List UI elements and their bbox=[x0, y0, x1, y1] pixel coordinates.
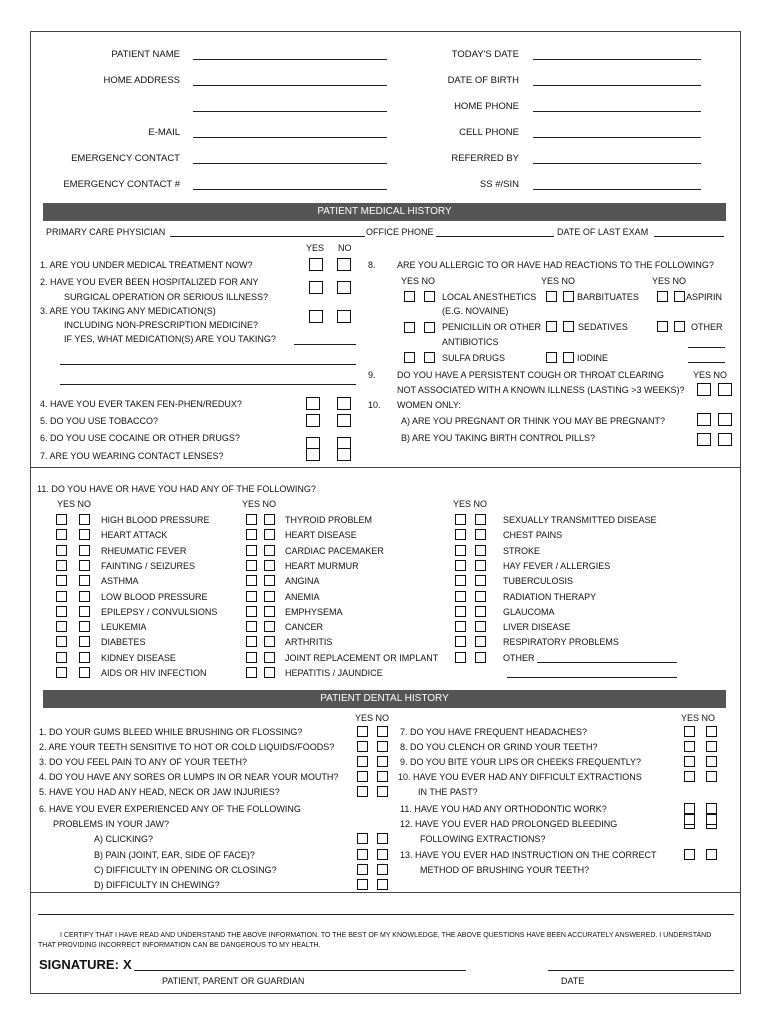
date-caption: DATE bbox=[561, 976, 585, 986]
condition-2-3-no-checkbox[interactable] bbox=[264, 560, 275, 571]
question-9-cont: NOT ASSOCIATED WITH A KNOWN ILLNESS (LASTING >3 WEEKS)? bbox=[397, 385, 685, 395]
info-label-left-5: EMERGENCY CONTACT # bbox=[63, 179, 180, 190]
dental-question-right-9: METHOD OF BRUSHING YOUR TEETH? bbox=[420, 865, 590, 875]
condition-1-3-no-checkbox[interactable] bbox=[79, 560, 90, 571]
condition-2-6-no-checkbox[interactable] bbox=[264, 606, 275, 617]
dental-left-9-yes-checkbox[interactable] bbox=[357, 864, 368, 875]
question-10-number: 10. bbox=[368, 400, 381, 410]
question-10b: B) ARE YOU TAKING BIRTH CONTROL PILLS? bbox=[401, 433, 596, 443]
info-label-right-0: TODAY'S DATE bbox=[451, 49, 519, 60]
question-11: 11. DO YOU HAVE OR HAVE YOU HAD ANY OF THE FOLLOWING? bbox=[37, 484, 316, 494]
last-exam-field[interactable] bbox=[654, 236, 724, 237]
condition-1-1-yes-checkbox[interactable] bbox=[56, 529, 67, 540]
dental-left-4-no-checkbox[interactable] bbox=[377, 786, 388, 797]
dental-question-left-0: 1. DO YOUR GUMS BLEED WHILE BRUSHING OR FLOSSING? bbox=[39, 727, 303, 737]
dental-left-3-yes-checkbox[interactable] bbox=[357, 771, 368, 782]
dental-question-left-2: 3. DO YOU FEEL PAIN TO ANY OF YOUR TEETH? bbox=[39, 757, 248, 767]
condition-1-8-no-checkbox[interactable] bbox=[79, 636, 90, 647]
condition-2-2: CARDIAC PACEMAKER bbox=[285, 545, 384, 556]
conditions-yes-no-1: YES NO bbox=[57, 499, 92, 509]
dental-left-8-no-checkbox[interactable] bbox=[377, 849, 388, 860]
condition-3-4-no-checkbox[interactable] bbox=[475, 575, 486, 586]
dental-right-2-no-checkbox[interactable] bbox=[706, 756, 717, 767]
condition-2-8: ARTHRITIS bbox=[285, 637, 333, 648]
q10a-yes-checkbox[interactable] bbox=[697, 413, 711, 426]
q7-no-checkbox[interactable] bbox=[337, 448, 351, 461]
dental-question-left-5: 6. HAVE YOU EVER EXPERIENCED ANY OF THE FOLLOWING bbox=[39, 804, 301, 814]
q10a-no-checkbox[interactable] bbox=[718, 413, 732, 426]
q9-yes-checkbox[interactable] bbox=[697, 383, 711, 396]
condition-2-2-yes-checkbox[interactable] bbox=[246, 545, 257, 556]
condition-1-7-yes-checkbox[interactable] bbox=[56, 621, 67, 632]
condition-3-2-yes-checkbox[interactable] bbox=[455, 545, 466, 556]
info-field-right-1[interactable] bbox=[533, 85, 701, 86]
question-9: DO YOU HAVE A PERSISTENT COUGH OR THROAT CLEARING bbox=[397, 370, 665, 380]
condition-1-8: DIABETES bbox=[101, 637, 146, 648]
dental-left-4-yes-checkbox[interactable] bbox=[357, 786, 368, 797]
q1-yes-checkbox[interactable] bbox=[309, 258, 323, 271]
info-label-left-3: E-MAIL bbox=[148, 127, 180, 138]
condition-1-0-no-checkbox[interactable] bbox=[79, 514, 90, 525]
aspirin-yes-checkbox[interactable] bbox=[657, 291, 668, 302]
allergy-antibiotics: ANTIBIOTICS bbox=[442, 337, 499, 347]
certify-text-2: THAT PROVIDING INCORRECT INFORMATION CAN BE DANGEROUS TO MY HEALTH. bbox=[38, 942, 321, 949]
condition-1-6: EPILEPSY / CONVULSIONS bbox=[101, 606, 218, 617]
q4-no-checkbox[interactable] bbox=[337, 397, 351, 410]
signature-label: SIGNATURE: bbox=[39, 957, 119, 972]
dental-left-7-yes-checkbox[interactable] bbox=[357, 833, 368, 844]
condition-1-10: AIDS OR HIV INFECTION bbox=[101, 668, 207, 678]
dental-right-3-yes-checkbox[interactable] bbox=[684, 771, 695, 782]
condition-3-3: HAY FEVER / ALLERGIES bbox=[503, 560, 611, 571]
condition-2-0-no-checkbox[interactable] bbox=[264, 514, 275, 525]
condition-2-2-no-checkbox[interactable] bbox=[264, 545, 275, 556]
conditions-yes-no-2: YES NO bbox=[242, 499, 277, 509]
q5-no-checkbox[interactable] bbox=[337, 414, 351, 427]
dental-question-left-3: 4. DO YOU HAVE ANY SORES OR LUMPS IN OR NEAR YOUR MOUTH? bbox=[39, 772, 339, 782]
q9-no-checkbox[interactable] bbox=[718, 383, 732, 396]
condition-1-4: ASTHMA bbox=[101, 576, 139, 587]
condition-2-7: CANCER bbox=[285, 622, 324, 633]
dental-right-0-yes-checkbox[interactable] bbox=[684, 726, 695, 737]
question-1: 1. ARE YOU UNDER MEDICAL TREATMENT NOW? bbox=[40, 260, 253, 270]
question-9-number: 9. bbox=[368, 370, 376, 380]
condition-3-7-yes-checkbox[interactable] bbox=[455, 621, 466, 632]
condition-3-8-no-checkbox[interactable] bbox=[475, 636, 486, 647]
q10b-no-checkbox[interactable] bbox=[718, 433, 732, 446]
q9-yes-no: YES NO bbox=[693, 370, 728, 380]
medications-field[interactable] bbox=[294, 344, 356, 345]
condition-1-2-no-checkbox[interactable] bbox=[79, 545, 90, 556]
info-label-left-0: PATIENT NAME bbox=[111, 49, 180, 60]
dental-left-1-no-checkbox[interactable] bbox=[377, 741, 388, 752]
condition-1-8-yes-checkbox[interactable] bbox=[56, 636, 67, 647]
question-3: 3. ARE YOU TAKING ANY MEDICATION(S) bbox=[40, 306, 216, 316]
dental-left-8-yes-checkbox[interactable] bbox=[357, 849, 368, 860]
condition-1-7: LEUKEMIA bbox=[101, 622, 147, 633]
q7-yes-checkbox[interactable] bbox=[306, 448, 320, 461]
info-label-left-1: HOME ADDRESS bbox=[103, 75, 180, 86]
condition-2-4-no-checkbox[interactable] bbox=[264, 575, 275, 586]
no-header: NO bbox=[338, 243, 352, 253]
medications-line-2[interactable] bbox=[60, 364, 356, 365]
allergy-yes-no-3: YES NO bbox=[652, 276, 687, 286]
dental-right-1-yes-checkbox[interactable] bbox=[684, 741, 695, 752]
question-2-cont: SURGICAL OPERATION OR SERIOUS ILLNESS? bbox=[64, 292, 269, 302]
condition-2-9: JOINT REPLACEMENT OR IMPLANT bbox=[285, 652, 439, 663]
certify-text-1: I CERTIFY THAT I HAVE READ AND UNDERSTAND THE ABOVE INFORMATION. TO THE BEST OF MY KNOWLEDGE, THE ABOVE QUESTIONS HAVE BEEN ACCURATELY ANSWERED. I UNDERSTAND bbox=[60, 932, 712, 939]
condition-3-5-no-checkbox[interactable] bbox=[475, 591, 486, 602]
sulfa-no-checkbox[interactable] bbox=[424, 352, 435, 363]
condition-2-10: HEPATITIS / JAUNDICE bbox=[285, 668, 383, 678]
info-field-left-1[interactable] bbox=[193, 85, 387, 86]
penicillin-yes-checkbox[interactable] bbox=[404, 322, 415, 333]
allergy-iodine: IODINE bbox=[577, 353, 609, 363]
condition-1-5: LOW BLOOD PRESSURE bbox=[101, 591, 208, 602]
dental-right-1-no-checkbox[interactable] bbox=[706, 741, 717, 752]
condition-2-7-no-checkbox[interactable] bbox=[264, 621, 275, 632]
section-divider bbox=[30, 467, 741, 468]
q2-yes-checkbox[interactable] bbox=[309, 281, 323, 294]
allergy-sedatives: SEDATIVES bbox=[578, 322, 628, 332]
q2-no-checkbox[interactable] bbox=[337, 281, 351, 294]
condition-3-3-no-checkbox[interactable] bbox=[475, 560, 486, 571]
iodine-no-checkbox[interactable] bbox=[563, 352, 574, 363]
q3-no-checkbox[interactable] bbox=[337, 310, 351, 323]
info-field-right-0[interactable] bbox=[533, 59, 701, 60]
dental-question-right-5: 11. HAVE YOU HAD ANY ORTHODONTIC WORK? bbox=[400, 804, 607, 814]
condition-3-9-yes-checkbox[interactable] bbox=[455, 652, 466, 663]
condition-3-1-no-checkbox[interactable] bbox=[475, 529, 486, 540]
condition-2-9-yes-checkbox[interactable] bbox=[246, 652, 257, 663]
condition-3-9: OTHER bbox=[503, 652, 535, 663]
info-field-left-0[interactable] bbox=[193, 59, 387, 60]
physician-field[interactable] bbox=[170, 236, 365, 237]
dental-right-8-no-checkbox[interactable] bbox=[706, 849, 717, 860]
question-10: WOMEN ONLY: bbox=[397, 400, 461, 410]
dental-right-8-yes-checkbox[interactable] bbox=[684, 849, 695, 860]
info-field-right-3[interactable] bbox=[533, 137, 701, 138]
dental-left-2-no-checkbox[interactable] bbox=[377, 756, 388, 767]
office-phone-label: OFFICE PHONE bbox=[366, 227, 434, 237]
condition-2-4-yes-checkbox[interactable] bbox=[246, 575, 257, 586]
condition-1-2: RHEUMATIC FEVER bbox=[101, 545, 187, 556]
condition-2-7-yes-checkbox[interactable] bbox=[246, 621, 257, 632]
info-field-left-3[interactable] bbox=[193, 137, 387, 138]
condition-1-6-no-checkbox[interactable] bbox=[79, 606, 90, 617]
question-3-medications: IF YES, WHAT MEDICATION(S) ARE YOU TAKING? bbox=[64, 334, 276, 344]
condition-3-0: SEXUALLY TRANSMITTED DISEASE bbox=[503, 515, 657, 525]
condition-3-1-yes-checkbox[interactable] bbox=[455, 529, 466, 540]
question-8-number: 8. bbox=[368, 260, 376, 270]
condition-1-5-yes-checkbox[interactable] bbox=[56, 591, 67, 602]
condition-2-1: HEART DISEASE bbox=[285, 530, 357, 541]
allergy-other: OTHER bbox=[691, 322, 723, 332]
comments-line[interactable] bbox=[38, 914, 734, 915]
dental-right-11b-no-checkbox[interactable] bbox=[706, 814, 717, 825]
dental-question-right-0: 7. DO YOU HAVE FREQUENT HEADACHES? bbox=[400, 727, 588, 737]
allergy-local-anesthetics: LOCAL ANESTHETICS bbox=[442, 292, 537, 302]
allergy-barbituates: BARBITUATES bbox=[577, 292, 639, 302]
dental-left-10-yes-checkbox[interactable] bbox=[357, 879, 368, 890]
condition-2-5-no-checkbox[interactable] bbox=[264, 591, 275, 602]
physician-label: PRIMARY CARE PHYSICIAN bbox=[46, 227, 166, 237]
condition-3-4: TUBERCULOSIS bbox=[503, 576, 574, 587]
condition-2-10-no-checkbox[interactable] bbox=[264, 667, 275, 678]
medications-line-3[interactable] bbox=[60, 384, 356, 385]
condition-2-0: THYROID PROBLEM bbox=[285, 515, 373, 525]
info-field-right-4[interactable] bbox=[533, 163, 701, 164]
question-8: ARE YOU ALLERGIC TO OR HAVE HAD REACTIONS TO THE FOLLOWING? bbox=[397, 260, 714, 270]
condition-3-5: RADIATION THERAPY bbox=[503, 591, 597, 602]
condition-3-5-yes-checkbox[interactable] bbox=[455, 591, 466, 602]
condition-1-0: HIGH BLOOD PRESSURE bbox=[101, 515, 210, 525]
other-allergy-field-2[interactable] bbox=[688, 362, 725, 363]
condition-1-7-no-checkbox[interactable] bbox=[79, 621, 90, 632]
condition-1-9: KIDNEY DISEASE bbox=[101, 652, 176, 663]
dental-left-3-no-checkbox[interactable] bbox=[377, 771, 388, 782]
condition-1-4-yes-checkbox[interactable] bbox=[56, 575, 67, 586]
condition-2-4: ANGINA bbox=[285, 576, 320, 587]
dental-question-right-3: 10. HAVE YOU EVER HAD ANY DIFFICULT EXTRACTIONS bbox=[398, 772, 642, 782]
dental-question-right-7: FOLLOWING EXTRACTIONS? bbox=[420, 834, 546, 844]
dental-question-right-1: 8. DO YOU CLENCH OR GRIND YOUR TEETH? bbox=[400, 742, 598, 752]
dental-right-0-no-checkbox[interactable] bbox=[706, 726, 717, 737]
q4-yes-checkbox[interactable] bbox=[306, 397, 320, 410]
sulfa-yes-checkbox[interactable] bbox=[404, 352, 415, 363]
info-field-right-2[interactable] bbox=[533, 111, 701, 112]
condition-1-10-no-checkbox[interactable] bbox=[79, 667, 90, 678]
section-divider-2 bbox=[30, 892, 741, 893]
signature-x: X bbox=[123, 957, 132, 972]
allergy-aspirin: ASPIRIN bbox=[686, 292, 723, 302]
dental-question-left-10: D) DIFFICULTY IN CHEWING? bbox=[94, 880, 220, 890]
dental-question-left-7: A) CLICKING? bbox=[94, 834, 154, 844]
dental-right-11b-yes-checkbox[interactable] bbox=[684, 814, 695, 825]
condition-3-7: LIVER DISEASE bbox=[503, 622, 571, 633]
info-field-left-4[interactable] bbox=[193, 163, 387, 164]
info-field-left-2[interactable] bbox=[193, 111, 387, 112]
info-label-right-5: SS #/SIN bbox=[479, 179, 519, 190]
allergy-novaine: (E.G. NOVAINE) bbox=[442, 306, 509, 316]
condition-3-6: GLAUCOMA bbox=[503, 606, 555, 617]
condition-1-3-yes-checkbox[interactable] bbox=[56, 560, 67, 571]
condition-3-8: RESPIRATORY PROBLEMS bbox=[503, 637, 619, 648]
local-anesthetics-no-checkbox[interactable] bbox=[424, 291, 435, 302]
conditions-yes-no-3: YES NO bbox=[453, 499, 488, 509]
info-field-left-5[interactable] bbox=[193, 189, 387, 190]
other-condition-field-2[interactable] bbox=[507, 677, 677, 678]
signature-field[interactable] bbox=[134, 970, 466, 971]
q5-yes-checkbox[interactable] bbox=[306, 414, 320, 427]
allergy-yes-no-2: YES NO bbox=[541, 276, 576, 286]
barbituates-yes-checkbox[interactable] bbox=[546, 291, 557, 302]
condition-2-9-no-checkbox[interactable] bbox=[264, 652, 275, 663]
q10b-yes-checkbox[interactable] bbox=[697, 433, 711, 446]
question-6: 6. DO YOU USE COCAINE OR OTHER DRUGS? bbox=[40, 433, 240, 443]
yes-header: YES bbox=[306, 243, 325, 253]
barbituates-no-checkbox[interactable] bbox=[563, 291, 574, 302]
other-allergy-no-checkbox[interactable] bbox=[674, 321, 685, 332]
dental-left-0-no-checkbox[interactable] bbox=[377, 726, 388, 737]
condition-3-7-no-checkbox[interactable] bbox=[475, 621, 486, 632]
condition-2-3-yes-checkbox[interactable] bbox=[246, 560, 257, 571]
condition-3-3-yes-checkbox[interactable] bbox=[455, 560, 466, 571]
condition-2-0-yes-checkbox[interactable] bbox=[246, 514, 257, 525]
condition-3-0-yes-checkbox[interactable] bbox=[455, 514, 466, 525]
condition-2-1-no-checkbox[interactable] bbox=[264, 529, 275, 540]
condition-2-1-yes-checkbox[interactable] bbox=[246, 529, 257, 540]
q1-no-checkbox[interactable] bbox=[337, 258, 351, 271]
condition-1-0-yes-checkbox[interactable] bbox=[56, 514, 67, 525]
condition-1-10-yes-checkbox[interactable] bbox=[56, 667, 67, 678]
dental-question-left-6: PROBLEMS IN YOUR JAW? bbox=[53, 819, 170, 829]
condition-1-2-yes-checkbox[interactable] bbox=[56, 545, 67, 556]
condition-2-5: ANEMIA bbox=[285, 591, 320, 602]
info-label-right-2: HOME PHONE bbox=[454, 101, 519, 112]
dental-history-header: PATIENT DENTAL HISTORY bbox=[43, 690, 726, 708]
dental-right-2-yes-checkbox[interactable] bbox=[684, 756, 695, 767]
iodine-yes-checkbox[interactable] bbox=[546, 352, 557, 363]
condition-1-9-yes-checkbox[interactable] bbox=[56, 652, 67, 663]
condition-1-5-no-checkbox[interactable] bbox=[79, 591, 90, 602]
condition-3-0-no-checkbox[interactable] bbox=[475, 514, 486, 525]
question-10a: A) ARE YOU PREGNANT OR THINK YOU MAY BE PREGNANT? bbox=[401, 416, 666, 426]
sedatives-yes-checkbox[interactable] bbox=[546, 321, 557, 332]
condition-3-8-yes-checkbox[interactable] bbox=[455, 636, 466, 647]
condition-2-6: EMPHYSEMA bbox=[285, 606, 343, 617]
condition-3-6-no-checkbox[interactable] bbox=[475, 606, 486, 617]
condition-2-5-yes-checkbox[interactable] bbox=[246, 591, 257, 602]
dental-left-10-no-checkbox[interactable] bbox=[377, 879, 388, 890]
question-5: 5. DO YOU USE TOBACCO? bbox=[40, 416, 159, 426]
condition-2-8-no-checkbox[interactable] bbox=[264, 636, 275, 647]
condition-1-6-yes-checkbox[interactable] bbox=[56, 606, 67, 617]
dental-question-left-4: 5. HAVE YOU HAD ANY HEAD, NECK OR JAW INJURIES? bbox=[39, 787, 280, 797]
dental-question-left-1: 2. ARE YOUR TEETH SENSITIVE TO HOT OR COLD LIQUIDS/FOODS? bbox=[39, 742, 335, 752]
condition-3-1: CHEST PAINS bbox=[503, 530, 563, 541]
other-allergy-yes-checkbox[interactable] bbox=[657, 321, 668, 332]
condition-2-8-yes-checkbox[interactable] bbox=[246, 636, 257, 647]
allergy-yes-no-1: YES NO bbox=[401, 276, 436, 286]
question-7: 7. ARE YOU WEARING CONTACT LENSES? bbox=[40, 451, 224, 461]
dental-right-5-yes-checkbox[interactable] bbox=[684, 803, 695, 814]
last-exam-label: DATE OF LAST EXAM bbox=[557, 227, 649, 237]
medical-history-header: PATIENT MEDICAL HISTORY bbox=[43, 203, 726, 221]
condition-3-9-no-checkbox[interactable] bbox=[475, 652, 486, 663]
condition-1-4-no-checkbox[interactable] bbox=[79, 575, 90, 586]
other-allergy-field[interactable] bbox=[688, 347, 725, 348]
info-label-right-3: CELL PHONE bbox=[459, 127, 519, 138]
date-field[interactable] bbox=[548, 970, 734, 971]
condition-2-10-yes-checkbox[interactable] bbox=[246, 667, 257, 678]
dental-left-9-no-checkbox[interactable] bbox=[377, 864, 388, 875]
dental-question-right-2: 9. DO YOU BITE YOUR LIPS OR CHEEKS FREQUENTLY? bbox=[400, 757, 642, 767]
dental-question-right-4: IN THE PAST? bbox=[418, 787, 478, 797]
info-label-right-1: DATE OF BIRTH bbox=[447, 75, 519, 86]
condition-1-1: HEART ATTACK bbox=[101, 530, 168, 541]
condition-2-3: HEART MURMUR bbox=[285, 560, 359, 571]
office-phone-field[interactable] bbox=[436, 236, 554, 237]
condition-2-6-yes-checkbox[interactable] bbox=[246, 606, 257, 617]
dental-right-5-no-checkbox[interactable] bbox=[706, 803, 717, 814]
dental-question-right-8: 13. HAVE YOU EVER HAD INSTRUCTION ON THE CORRECT bbox=[400, 850, 657, 860]
condition-1-3: FAINTING / SEIZURES bbox=[101, 560, 196, 571]
sedatives-no-checkbox[interactable] bbox=[563, 321, 574, 332]
dental-question-left-9: C) DIFFICULTY IN OPENING OR CLOSING? bbox=[94, 865, 277, 875]
allergy-penicillin: PENICILLIN OR OTHER bbox=[442, 322, 542, 332]
dental-question-left-8: B) PAIN (JOINT, EAR, SIDE OF FACE)? bbox=[94, 850, 255, 860]
dental-left-0-yes-checkbox[interactable] bbox=[357, 726, 368, 737]
question-3-cont: INCLUDING NON-PRESCRIPTION MEDICINE? bbox=[64, 320, 259, 330]
condition-1-9-no-checkbox[interactable] bbox=[79, 652, 90, 663]
q3-yes-checkbox[interactable] bbox=[309, 310, 323, 323]
dental-question-right-6: 12. HAVE YOU EVER HAD PROLONGED BLEEDING bbox=[400, 819, 618, 829]
penicillin-no-checkbox[interactable] bbox=[424, 322, 435, 333]
local-anesthetics-yes-checkbox[interactable] bbox=[404, 291, 415, 302]
dental-right-3-no-checkbox[interactable] bbox=[706, 771, 717, 782]
condition-3-4-yes-checkbox[interactable] bbox=[455, 575, 466, 586]
condition-3-2-no-checkbox[interactable] bbox=[475, 545, 486, 556]
aspirin-no-checkbox[interactable] bbox=[674, 291, 685, 302]
info-label-left-4: EMERGENCY CONTACT bbox=[71, 153, 180, 164]
allergy-sulfa: SULFA DRUGS bbox=[442, 353, 506, 363]
dental-left-2-yes-checkbox[interactable] bbox=[357, 756, 368, 767]
info-label-right-4: REFERRED BY bbox=[451, 153, 519, 164]
dental-yes-no-right: YES NO bbox=[681, 713, 716, 723]
condition-1-1-no-checkbox[interactable] bbox=[79, 529, 90, 540]
signer-caption: PATIENT, PARENT OR GUARDIAN bbox=[162, 976, 305, 986]
dental-left-1-yes-checkbox[interactable] bbox=[357, 741, 368, 752]
dental-left-7-no-checkbox[interactable] bbox=[377, 833, 388, 844]
condition-3-6-yes-checkbox[interactable] bbox=[455, 606, 466, 617]
info-field-right-5[interactable] bbox=[533, 189, 701, 190]
question-2: 2. HAVE YOU EVER BEEN HOSPITALIZED FOR ANY bbox=[40, 277, 259, 287]
dental-yes-no-left: YES NO bbox=[355, 713, 390, 723]
other-condition-field[interactable] bbox=[537, 662, 677, 663]
question-4: 4. HAVE YOU EVER TAKEN FEN-PHEN/REDUX? bbox=[40, 399, 242, 409]
condition-3-2: STROKE bbox=[503, 545, 541, 556]
